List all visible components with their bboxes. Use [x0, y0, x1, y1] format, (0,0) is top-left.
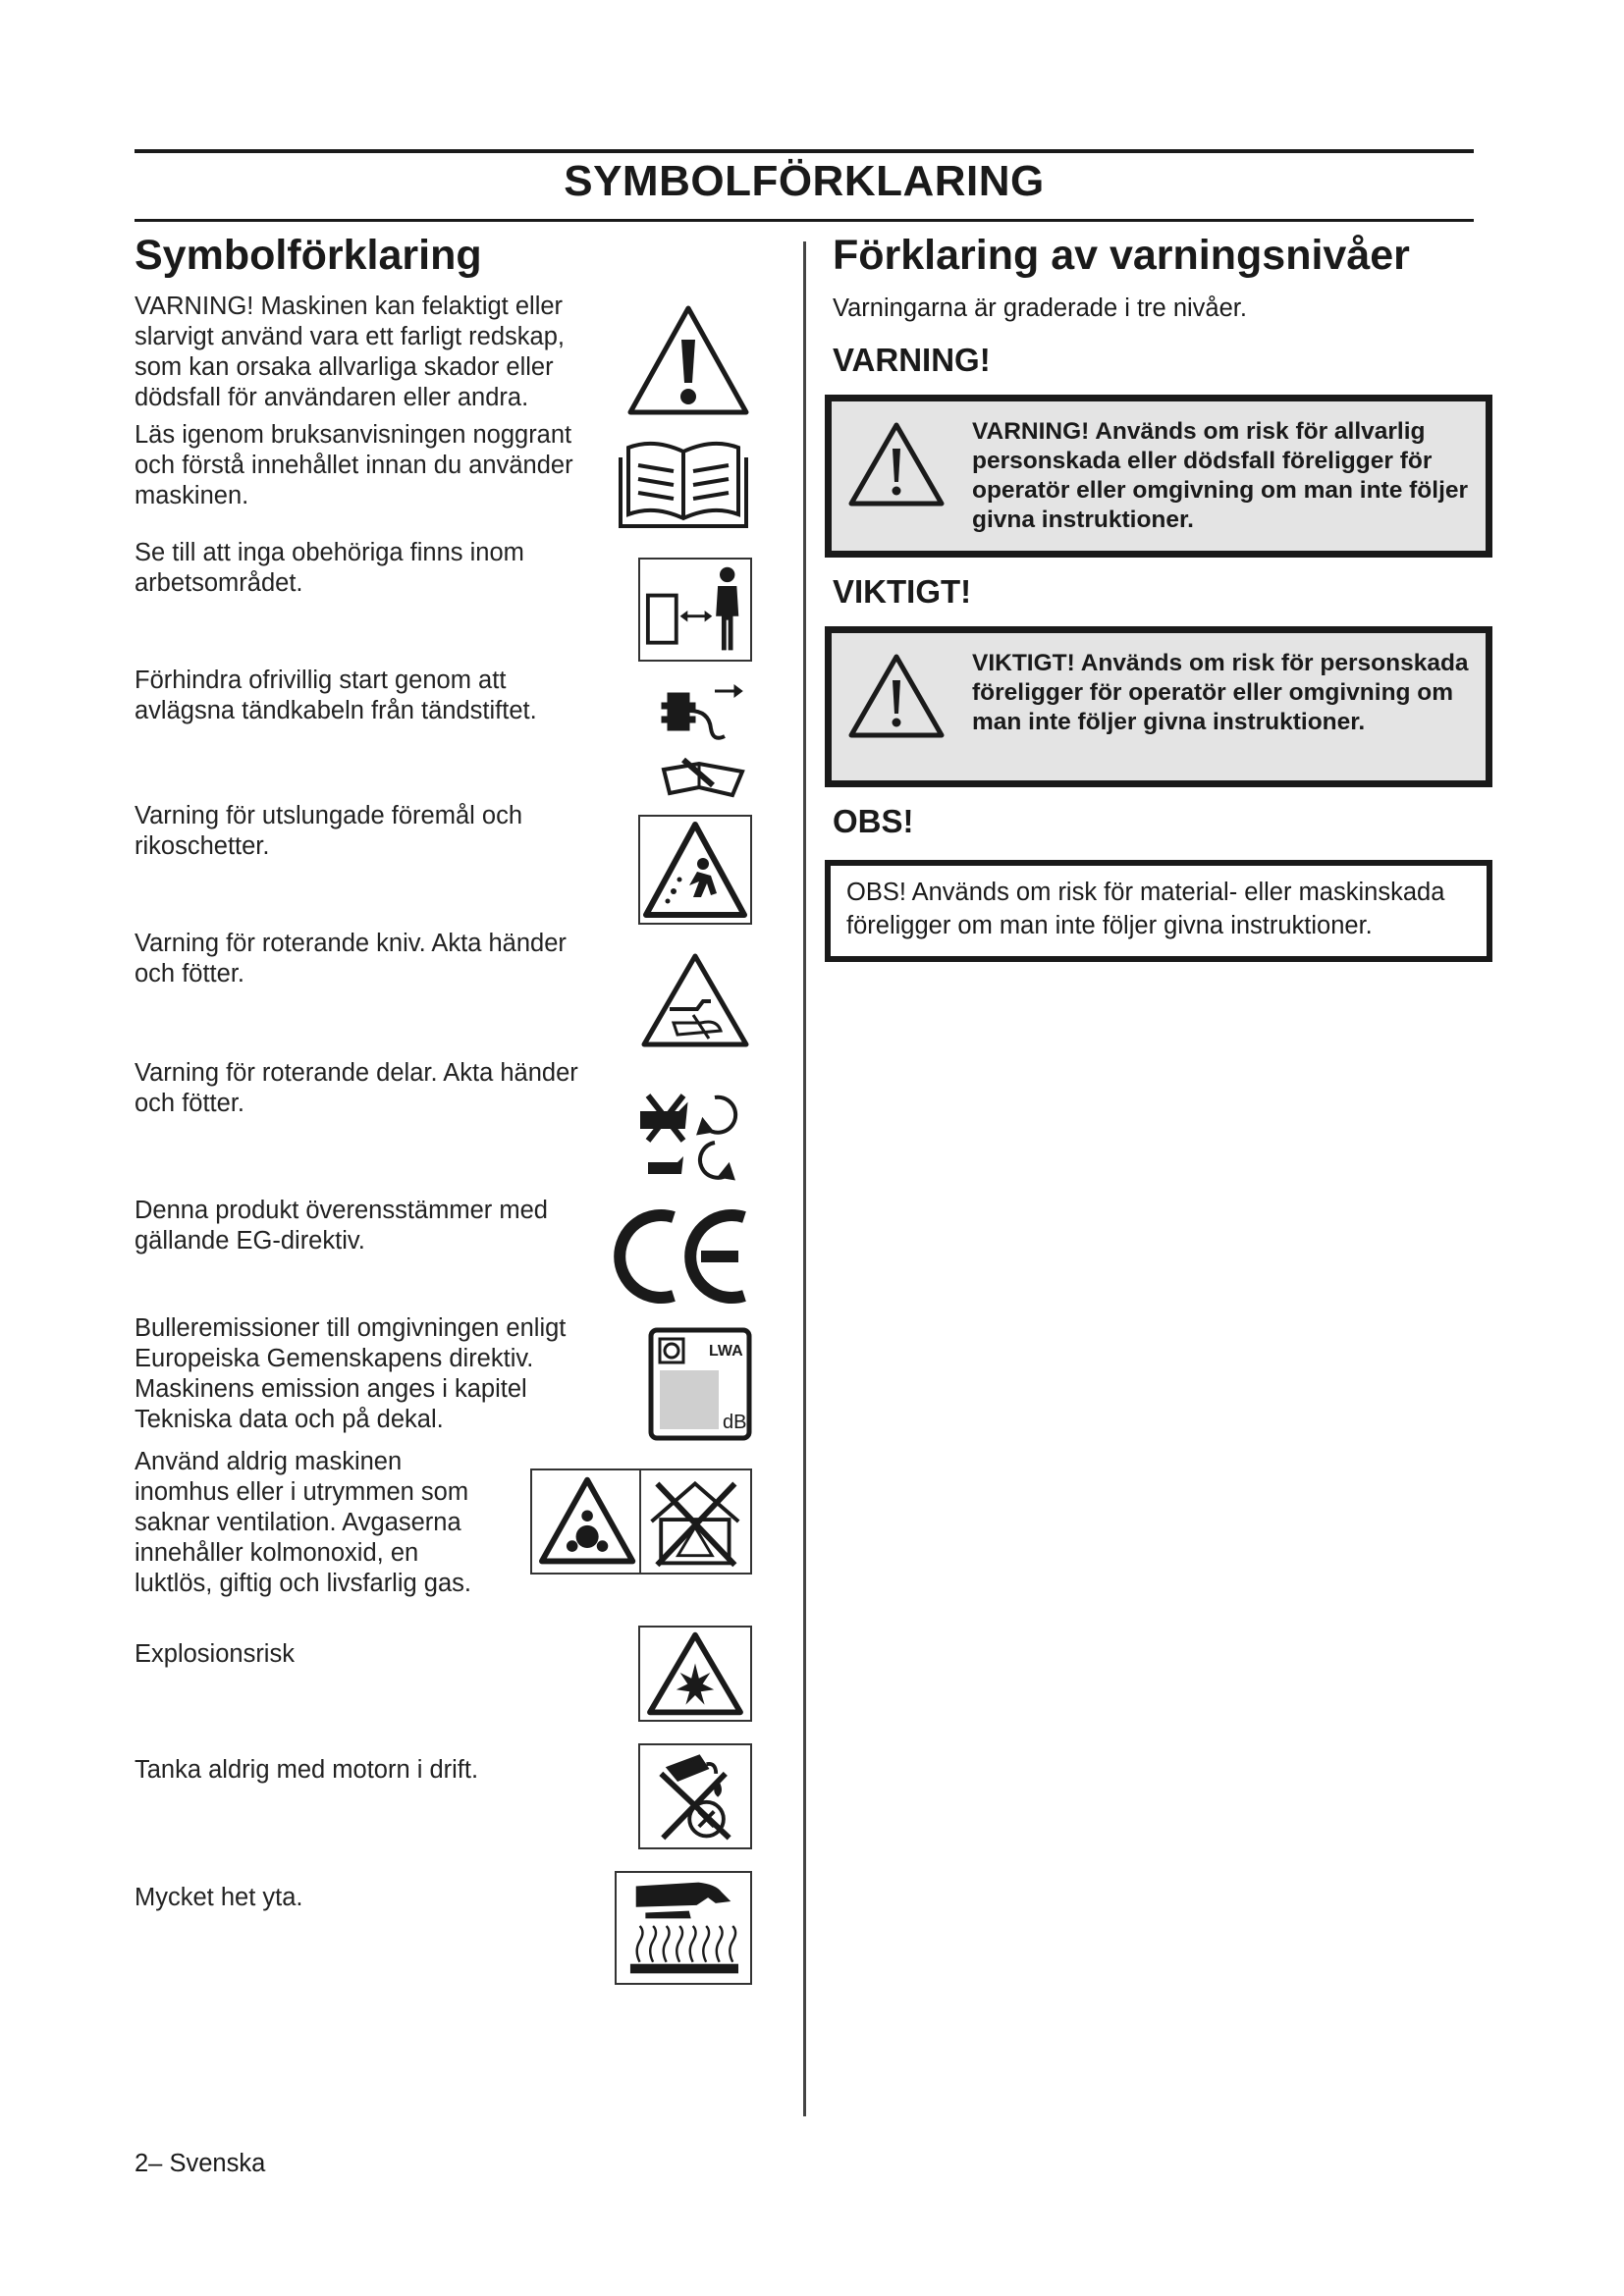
- page-footer: 2– Svenska: [135, 2150, 266, 2177]
- symbol-text-refuel: Tanka aldrig med motorn i drift.: [135, 1756, 479, 1784]
- note-box: [825, 860, 1492, 962]
- warning-box: [825, 395, 1492, 558]
- symbol-text-parts: Varning för roterande delar. Akta händer och fötter.: [135, 1059, 578, 1117]
- warning-box-triangle-icon: [845, 419, 947, 509]
- bottom-rule: [135, 219, 1474, 222]
- note-level-label: OBS!: [833, 803, 914, 839]
- column-divider: [803, 241, 806, 2116]
- right-heading: Förklaring av varningsnivåer: [833, 232, 1410, 279]
- important-box: [825, 626, 1492, 787]
- symbol-text-spark: Förhindra ofrivillig start genom att avlägsna tändkabeln från tändstiftet.: [135, 667, 537, 724]
- rotating-blade-icon: [638, 950, 752, 1050]
- symbol-text-explosion: Explosionsrisk: [135, 1640, 295, 1668]
- top-rule: [135, 149, 1474, 153]
- explosion-risk-icon: [638, 1626, 752, 1722]
- exhaust-indoors-icon: [530, 1468, 752, 1575]
- levels-intro: Varningarna är graderade i tre nivåer.: [833, 294, 1247, 322]
- symbol-text-distance: Se till att inga obehöriga finns inom arbetsområdet.: [135, 539, 524, 597]
- spark-plug-icon: [654, 681, 752, 801]
- noise-label-lwa: LWA: [709, 1343, 743, 1360]
- rotating-parts-icon: [634, 1078, 752, 1192]
- noise-label-db: dB: [723, 1412, 747, 1433]
- symbol-text-noise: Bulleremissioner till omgivningen enligt Europeiska Gemenskapens direktiv. Maskinens emission anges i kapitel Tekniska data och på dekal.: [135, 1314, 567, 1433]
- warning-box-text: VARNING! Används om risk för allvarlig personskada eller dödsfall föreligger för operatör eller omgivning om man inte följer givna instruktioner.: [972, 418, 1469, 533]
- keep-distance-icon: [638, 558, 752, 662]
- left-heading: Symbolförklaring: [135, 232, 482, 279]
- warning-triangle-icon: [624, 302, 752, 418]
- important-box-triangle-icon: [845, 651, 947, 741]
- page-banner-title: SYMBOLFÖRKLARING: [564, 157, 1045, 205]
- manual-book-icon: [615, 436, 752, 532]
- no-refuel-running-icon: [638, 1743, 752, 1849]
- thrown-objects-icon: [638, 815, 752, 925]
- hot-surface-icon: [615, 1871, 752, 1985]
- symbol-text-exhaust: Använd aldrig maskinen inomhus eller i utrymmen som saknar ventilation. Avgaserna innehåller kolmonoxid, en luktlös, giftig och livsfarlig gas.: [135, 1448, 471, 1597]
- ce-mark-icon: [613, 1207, 752, 1306]
- symbol-text-ce: Denna produkt överensstämmer med gällande EG-direktiv.: [135, 1197, 548, 1255]
- note-box-text: OBS! Används om risk för material- eller maskinskada föreligger om man inte följer givna instruktioner.: [846, 879, 1445, 939]
- symbol-text-thrown: Varning för utslungade föremål och rikoschetter.: [135, 802, 523, 860]
- noise-emission-icon: [648, 1327, 752, 1441]
- symbol-text-hot: Mycket het yta.: [135, 1884, 303, 1911]
- symbol-text-blade: Varning för roterande kniv. Akta händer och fötter.: [135, 930, 567, 988]
- symbol-text-warning: VARNING! Maskinen kan felaktigt eller slarvigt använd vara ett farligt redskap, som kan orsaka allvarliga skador eller dödsfall för användaren eller andra.: [135, 293, 565, 411]
- important-level-label: VIKTIGT!: [833, 573, 972, 610]
- symbol-text-manual: Läs igenom bruksanvisningen noggrant och förstå innehållet innan du använder maskinen.: [135, 421, 573, 509]
- important-box-text: VIKTIGT! Används om risk för personskada föreligger för operatör eller omgivning om man inte följer givna instruktioner.: [972, 650, 1469, 735]
- warning-level-label: VARNING!: [833, 342, 991, 378]
